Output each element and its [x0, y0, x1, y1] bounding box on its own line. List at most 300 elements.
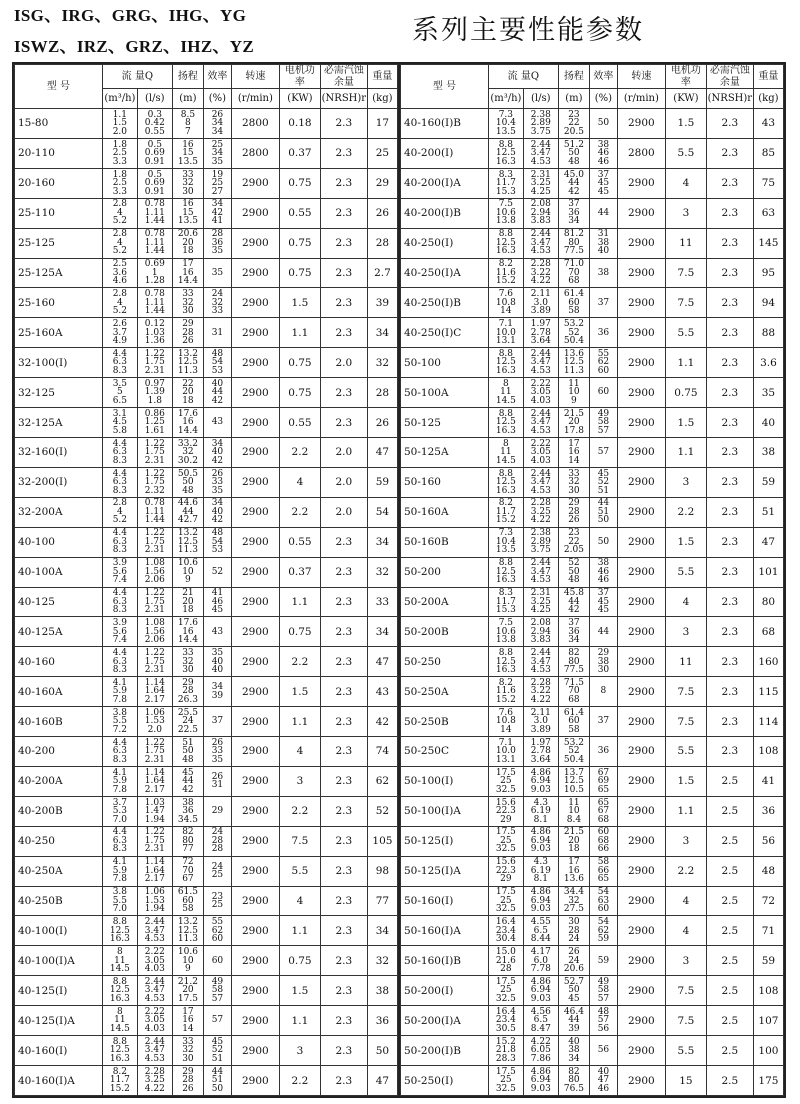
flow-ls-cell [523, 976, 558, 1006]
model-cell: 40-250B [15, 886, 103, 916]
efficiency-cell [204, 168, 232, 198]
value-line: 14.5 [495, 395, 516, 406]
flow-m3h-cell [488, 796, 523, 826]
motor-cell: 7.5 [279, 826, 320, 856]
value-line: 16 [182, 626, 194, 637]
table-row [15, 1036, 398, 1066]
value-line: 2.31 [144, 754, 165, 765]
value-stack [204, 141, 231, 167]
motor-cell: 3 [665, 198, 706, 228]
efficiency-cell [204, 766, 232, 796]
value-line: 4.25 [530, 186, 551, 197]
head-cell [172, 976, 203, 1006]
value-line: 45 [211, 605, 224, 616]
value-line: 1.61 [144, 425, 165, 436]
flow-ls-cell [137, 198, 172, 228]
flow-ls-cell [137, 1006, 172, 1036]
value-line: 37 [597, 588, 610, 599]
motor-cell: 7.5 [665, 258, 706, 288]
npsh-cell: 2.3 [706, 109, 753, 139]
flow-m3h-cell [102, 976, 137, 1006]
speed-cell: 2900 [617, 587, 665, 617]
model-cell: 25-160A [15, 318, 103, 348]
table-row [15, 796, 398, 826]
value-line: 4.4 [112, 468, 128, 479]
value-line: 30 [568, 917, 580, 928]
flow-m3h-cell [488, 348, 523, 378]
value-line: 8 [503, 438, 509, 449]
value-stack [559, 978, 589, 1004]
value-line: 4.17 [530, 947, 551, 958]
value-stack [103, 1038, 137, 1064]
model-cell: 50-160(I)A [401, 916, 489, 946]
speed-cell: 2900 [617, 527, 665, 557]
efficiency-cell [590, 408, 618, 438]
header-efficiency: 效率 [204, 65, 232, 89]
speed-cell: 2800 [231, 109, 279, 139]
value-line: 5.2 [112, 515, 128, 526]
value-line: 65 [597, 797, 610, 808]
motor-cell: 1.5 [665, 766, 706, 796]
flow-ls-cell [523, 737, 558, 767]
value-stack [559, 799, 589, 825]
value-line: 30.2 [177, 455, 198, 466]
flow-ls-cell [137, 138, 172, 168]
value-stack [204, 628, 231, 637]
value-line: 1.11 [144, 237, 165, 248]
value-line: 13.8 [495, 216, 516, 227]
value-line: 42 [568, 186, 580, 197]
head-cell [172, 467, 203, 497]
speed-cell: 2900 [231, 467, 279, 497]
flow-m3h-cell [488, 916, 523, 946]
unit-pct: (%) [590, 89, 618, 109]
value-stack [489, 1038, 523, 1064]
value-stack [524, 619, 558, 645]
value-stack [173, 499, 203, 525]
flow-m3h-cell [488, 1006, 523, 1036]
value-line: 19 [211, 169, 224, 180]
value-stack [138, 918, 172, 944]
value-line: 8.8 [498, 348, 514, 359]
motor-cell: 5.5 [665, 557, 706, 587]
motor-cell: 3 [665, 946, 706, 976]
efficiency-cell [204, 886, 232, 916]
value-stack [489, 679, 523, 705]
flow-m3h-cell [102, 467, 137, 497]
flow-ls-cell [523, 557, 558, 587]
value-stack [489, 111, 523, 137]
value-stack [489, 529, 523, 555]
value-stack [173, 559, 203, 585]
value-line: 13.5 [177, 216, 198, 227]
weight-cell: 48 [753, 856, 783, 886]
value-stack [524, 799, 558, 825]
efficiency-cell [204, 737, 232, 767]
motor-cell: 3 [665, 467, 706, 497]
value-line: 58 [182, 904, 194, 915]
speed-cell: 2800 [231, 138, 279, 168]
npsh-cell: 2.5 [706, 826, 753, 856]
value-line: 58 [568, 306, 580, 317]
value-line: 11.3 [177, 545, 198, 556]
value-line: 61.4 [563, 707, 584, 718]
table-row [15, 647, 398, 677]
flow-m3h-cell [102, 557, 137, 587]
flow-ls-cell [137, 737, 172, 767]
value-line: 12.5 [563, 776, 584, 787]
value-line: 2.78 [530, 327, 551, 338]
value-line: 30 [182, 186, 194, 197]
value-line: 52 [568, 746, 580, 757]
value-line: 31 [211, 327, 224, 338]
value-line: 26.3 [177, 694, 198, 705]
weight-cell: 38 [753, 437, 783, 467]
flow-ls-cell [523, 1036, 558, 1066]
value-line: 42 [568, 605, 580, 616]
value-line: 45 [597, 186, 610, 197]
weight-cell: 85 [753, 138, 783, 168]
value-line: 2.44 [530, 229, 551, 240]
value-line: 66 [597, 844, 610, 855]
value-line: 15 [182, 207, 194, 218]
value-stack [524, 171, 558, 197]
value-line: 58 [597, 857, 610, 868]
value-line: 1.28 [144, 276, 165, 287]
table-row [401, 916, 784, 946]
model-cell: 32-200(I) [15, 467, 103, 497]
value-line: 1.14 [144, 857, 165, 868]
value-stack [489, 260, 523, 286]
motor-cell: 2.2 [665, 497, 706, 527]
value-line: 8.1 [533, 874, 548, 885]
value-line: 12.5 [495, 566, 516, 577]
model-cell: 50-250 [401, 647, 489, 677]
value-line: 2.31 [144, 605, 165, 616]
value-stack [204, 329, 231, 338]
value-stack [138, 290, 172, 316]
value-stack [590, 470, 617, 496]
efficiency-cell [204, 527, 232, 557]
value-line: 12.5 [495, 237, 516, 248]
value-line: 80 [568, 1075, 580, 1086]
weight-cell: 47 [367, 1066, 397, 1096]
flow-ls-cell [137, 109, 172, 139]
value-line: 24 [211, 827, 224, 838]
weight-cell: 88 [753, 318, 783, 348]
header-model: 型 号 [15, 65, 103, 109]
head-cell [558, 318, 589, 348]
value-line: 43 [211, 626, 224, 637]
flow-ls-cell [523, 109, 558, 139]
motor-cell: 4 [665, 916, 706, 946]
value-stack [173, 171, 203, 197]
model-cell: 40-250A [15, 856, 103, 886]
head-cell [172, 408, 203, 438]
value-line: 3.9 [112, 558, 128, 569]
value-stack [524, 111, 558, 137]
value-line: 7.5 [498, 618, 514, 629]
value-line: 7.0 [112, 814, 128, 825]
table-row [401, 497, 784, 527]
value-stack [489, 200, 523, 226]
value-line: 12.5 [109, 925, 130, 936]
speed-cell: 2900 [617, 647, 665, 677]
value-line: 50 [182, 477, 194, 488]
value-line: 2.89 [530, 536, 551, 547]
flow-ls-cell [137, 826, 172, 856]
model-cell: 40-100A [15, 557, 103, 587]
head-cell [172, 497, 203, 527]
value-line: 38 [597, 237, 610, 248]
value-line: 6.05 [530, 1045, 551, 1056]
efficiency-cell [590, 138, 618, 168]
flow-ls-cell [523, 1066, 558, 1096]
unit-pct: (%) [204, 89, 232, 109]
flow-ls-cell [137, 946, 172, 976]
value-line: 2.17 [144, 784, 165, 795]
model-cell: 15-80 [15, 109, 103, 139]
header-motor: 电机功率 [279, 65, 320, 89]
head-cell [172, 138, 203, 168]
flow-ls-cell [137, 557, 172, 587]
flow-ls-cell [137, 168, 172, 198]
value-stack [559, 589, 589, 615]
efficiency-cell [204, 1036, 232, 1066]
value-line: 7.0 [112, 904, 128, 915]
efficiency-cell [204, 408, 232, 438]
right-table [400, 64, 784, 1096]
value-line: 46.4 [563, 1006, 584, 1017]
motor-cell: 7.5 [665, 707, 706, 737]
head-cell [558, 288, 589, 318]
value-line: 16.3 [495, 665, 516, 676]
value-line: 5.2 [112, 246, 128, 257]
value-line: 6.3 [112, 835, 128, 846]
value-line: 25 [500, 895, 512, 906]
npsh-cell: 2.0 [320, 467, 367, 497]
value-line: 30 [597, 665, 610, 676]
npsh-cell: 2.3 [320, 198, 367, 228]
value-stack [489, 739, 523, 765]
value-stack [489, 1008, 523, 1034]
npsh-cell: 2.3 [706, 737, 753, 767]
flow-ls-cell [523, 408, 558, 438]
value-line: 12.5 [563, 357, 584, 368]
value-line: 25.5 [177, 707, 198, 718]
value-line: 3.47 [530, 417, 551, 428]
efficiency-cell [590, 318, 618, 348]
npsh-cell: 2.3 [706, 318, 753, 348]
value-line: 25 [500, 1075, 512, 1086]
value-line: 32 [568, 477, 580, 488]
speed-cell: 2900 [231, 228, 279, 258]
value-line: 8.3 [112, 844, 128, 855]
table-row [15, 198, 398, 228]
flow-ls-cell [523, 348, 558, 378]
value-line: 16.3 [109, 993, 130, 1004]
value-line: 28 [211, 229, 224, 240]
speed-cell: 2900 [617, 288, 665, 318]
value-line: 6.19 [530, 865, 551, 876]
value-line: 9.03 [530, 1083, 551, 1094]
speed-cell: 2900 [617, 318, 665, 348]
value-line: 10.6 [495, 626, 516, 637]
value-line: 44 [211, 387, 224, 398]
value-stack [173, 799, 203, 825]
value-line: 22 [568, 536, 580, 547]
value-line: 38 [182, 797, 194, 808]
value-line: 54 [211, 536, 224, 547]
value-stack [590, 538, 617, 547]
value-line: 23 [568, 109, 580, 120]
efficiency-cell [204, 288, 232, 318]
efficiency-cell [204, 677, 232, 707]
value-line: 5 [117, 387, 123, 398]
speed-cell: 2900 [231, 916, 279, 946]
value-line: 3.83 [530, 635, 551, 646]
motor-cell: 1.5 [665, 109, 706, 139]
value-line: 3.3 [112, 186, 128, 197]
value-stack [590, 448, 617, 457]
flow-ls-cell [523, 766, 558, 796]
value-line: 36 [597, 746, 610, 757]
flow-m3h-cell [488, 138, 523, 168]
value-line: 13.1 [495, 754, 516, 765]
header-npsh: 必需汽蚀余量 [706, 65, 753, 89]
value-line: 0.91 [144, 186, 165, 197]
value-line: 36 [211, 237, 224, 248]
speed-cell: 2900 [231, 318, 279, 348]
value-line: 7.8 [112, 784, 128, 795]
value-line: 2.38 [530, 109, 551, 120]
head-cell [172, 557, 203, 587]
value-line: 26 [211, 771, 224, 782]
value-line: 30 [568, 485, 580, 496]
value-stack [524, 499, 558, 525]
speed-cell: 2900 [617, 916, 665, 946]
value-stack [173, 649, 203, 675]
value-line: 24 [211, 289, 224, 300]
value-line: 40 [211, 447, 224, 458]
value-stack [559, 350, 589, 376]
flow-m3h-cell [102, 318, 137, 348]
speed-cell: 2900 [231, 1066, 279, 1096]
motor-cell: 5.5 [665, 1036, 706, 1066]
value-line: 1.75 [144, 536, 165, 547]
efficiency-cell [204, 647, 232, 677]
value-line: 12.5 [495, 417, 516, 428]
efficiency-cell [204, 258, 232, 288]
flow-m3h-cell [488, 976, 523, 1006]
speed-cell: 2900 [231, 946, 279, 976]
value-line: 38 [597, 139, 610, 150]
unit-m3h: (m³/h) [102, 89, 137, 109]
value-line: 48 [182, 485, 194, 496]
table-row [401, 348, 784, 378]
value-line: 21.2 [177, 976, 198, 987]
flow-m3h-cell [488, 109, 523, 139]
value-line: 42 [211, 515, 224, 526]
model-cell: 40-160(I)B [401, 109, 489, 139]
value-line: 3.47 [530, 656, 551, 667]
table-row [401, 976, 784, 1006]
value-line: 45 [597, 178, 610, 189]
motor-cell: 5.5 [665, 737, 706, 767]
value-line: 33 [182, 169, 194, 180]
speed-cell: 2900 [617, 677, 665, 707]
value-line: 51 [211, 1053, 224, 1064]
table-row [401, 946, 784, 976]
flow-ls-cell [137, 587, 172, 617]
head-cell [172, 826, 203, 856]
weight-cell: 28 [367, 378, 397, 408]
model-cell: 50-200A [401, 587, 489, 617]
table-row [401, 437, 784, 467]
value-line: 11.7 [109, 1075, 130, 1086]
value-line: 44.6 [177, 498, 198, 509]
value-stack [173, 1068, 203, 1094]
value-stack [138, 1008, 172, 1034]
value-line: 14.5 [495, 455, 516, 466]
weight-cell: 34 [367, 527, 397, 557]
weight-cell: 35 [753, 378, 783, 408]
value-stack [204, 230, 231, 256]
value-stack [103, 470, 137, 496]
value-line: 2.94 [530, 207, 551, 218]
right-table-body [401, 109, 784, 1096]
value-line: 29 [211, 806, 224, 817]
value-line: 8.5 [180, 109, 196, 120]
flow-ls-cell [137, 1066, 172, 1096]
value-stack [138, 559, 172, 585]
table-row [401, 617, 784, 647]
speed-cell: 2900 [231, 168, 279, 198]
value-stack [204, 171, 231, 197]
value-line: 6.94 [530, 835, 551, 846]
efficiency-cell [590, 946, 618, 976]
value-line: 37 [597, 716, 610, 727]
npsh-cell: 2.3 [320, 228, 367, 258]
value-line: 10.5 [563, 784, 584, 795]
value-line: 1.22 [144, 528, 165, 539]
head-cell [172, 198, 203, 228]
table-row [15, 946, 398, 976]
weight-cell: 3.6 [753, 348, 783, 378]
value-stack [138, 320, 172, 346]
speed-cell: 2900 [231, 766, 279, 796]
value-line: 4.53 [530, 365, 551, 376]
value-stack [489, 769, 523, 795]
value-line: 2.11 [530, 707, 551, 718]
motor-cell: 1.5 [279, 677, 320, 707]
value-line: 2.94 [530, 626, 551, 637]
value-stack [559, 1008, 589, 1034]
value-stack [590, 299, 617, 308]
value-line: 14.5 [109, 1023, 130, 1034]
value-line: 8.3 [112, 545, 128, 556]
motor-cell: 1.5 [279, 976, 320, 1006]
value-line: 7.8 [112, 694, 128, 705]
flow-m3h-cell [102, 707, 137, 737]
value-stack [524, 858, 558, 884]
efficiency-cell [590, 976, 618, 1006]
value-stack [524, 559, 558, 585]
flow-ls-cell [523, 497, 558, 527]
value-line: 7.3 [498, 528, 514, 539]
value-stack [204, 568, 231, 577]
value-line: 27 [211, 186, 224, 197]
